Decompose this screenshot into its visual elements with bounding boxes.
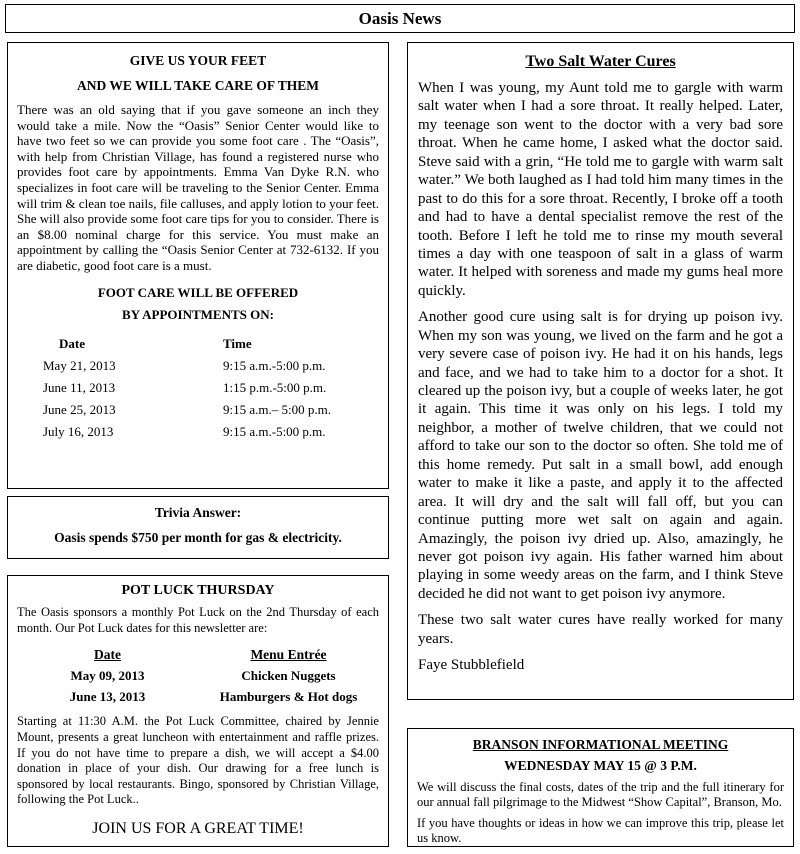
date-column-header: Date xyxy=(94,647,121,663)
foot-care-article xyxy=(7,42,389,489)
time-column-header: Time xyxy=(223,335,252,351)
foot-care-subheading-line1: FOOT CARE WILL BE OFFERED xyxy=(97,284,299,300)
schedule-row xyxy=(17,399,379,421)
menu-row xyxy=(17,686,379,707)
salt-water-article xyxy=(407,42,794,700)
foot-care-subheading-line2: BY APPOINTMENTS ON: xyxy=(122,306,274,322)
appointment-date: June 25, 2013 xyxy=(43,401,116,417)
appointment-time: 9:15 a.m.-5:00 p.m. xyxy=(223,423,326,439)
branson-meeting-article xyxy=(407,728,794,847)
appointment-time: 1:15 p.m.-5:00 p.m. xyxy=(223,379,327,395)
pot-luck-heading: POT LUCK THURSDAY xyxy=(121,583,275,598)
branson-paragraph-2: If you have thoughts or ideas in how we can improve this trip, please let us know. xyxy=(417,816,784,845)
schedule-row xyxy=(17,355,379,377)
foot-care-heading-line2: AND WE WILL TAKE CARE OF THEM xyxy=(76,78,320,93)
foot-care-heading-line1: GIVE US YOUR FEET xyxy=(129,53,267,68)
masthead xyxy=(5,4,795,33)
author-signature: Faye Stubblefield xyxy=(418,657,525,674)
trivia-answer-text: Oasis spends $750 per month for gas & electricity. xyxy=(54,530,342,545)
appointment-time: 9:15 a.m.-5:00 p.m. xyxy=(223,357,326,373)
pot-luck-intro: The Oasis sponsors a monthly Pot Luck on the 2nd Thursday of each month. Our Pot Luck dates for this newsletter are: xyxy=(17,605,379,635)
pot-luck-menu-table xyxy=(17,644,379,707)
appointment-date: July 16, 2013 xyxy=(43,423,114,439)
schedule-row xyxy=(17,377,379,399)
date-column-header: Date xyxy=(59,335,85,351)
appointment-date: May 21, 2013 xyxy=(43,357,116,373)
pot-luck-closing: JOIN US FOR A GREAT TIME! xyxy=(92,820,304,837)
schedule-row xyxy=(17,421,379,443)
menu-entree-column-header: Menu Entrée xyxy=(250,647,327,663)
salt-water-heading: Two Salt Water Cures xyxy=(525,53,676,70)
salt-water-paragraph-3: These two salt water cures have really worked for many years. xyxy=(418,612,783,647)
foot-care-schedule-table xyxy=(17,333,379,443)
branson-paragraph-1: We will discuss the final costs, dates of the trip and the full itinerary for our annual fall pilgrimage to the Midwest “Show Capital”, Branson, Mo. xyxy=(417,780,784,809)
schedule-header-row xyxy=(17,333,379,355)
salt-water-paragraph-1: When I was young, my Aunt told me to gargle with warm salt water when I had a sore throat. It really helped. Later, my teenage son went to the doctor with a very bad sore throat. When he came home, I asked what the doctor said. Steve said with a grin, “He told me to gargle with warm salt water.” We both laughed as I had told him many times in the past to do this for a sore throat. Recently, I broke off a tooth and had to have a dental specialist remove the rest of the tooth. Before I left he told me to rinse my mouth several times a day with one teaspoon of salt in a glass of warm water. It helped with soreness and made my gums heal more quickly. xyxy=(418,80,783,299)
newsletter-title: Oasis News xyxy=(358,8,442,28)
pot-luck-body: Starting at 11:30 A.M. the Pot Luck Committee, chaired by Jennie Mount, presents a great luncheon with entertainment and raffle prizes. If you do not have time to prepare a dish, we will accept a $4.00 donation in place of your dish. Our drawing for a free lunch is sponsored by local restaurants. Bingo, sponsored by Christian Village, following the Pot Luck.. xyxy=(17,714,379,807)
appointment-date: June 11, 2013 xyxy=(43,379,116,395)
salt-water-paragraph-2: Another good cure using salt is for drying up poison ivy. When my son was young, we lived on the farm and he got a very severe case of poison ivy. He had it on his hands, legs and face, and we had to take him to a doctor for a shot. It cleared up the poison ivy, but a couple of weeks later, he got it again. This time it was only on his legs. I told my neighbor, a mother of twelve children, that we could not afford to take our son to the doctor so often. She told me of this home remedy. Put salt in a small bowl, add enough water to make it like a paste, and apply it to the affected area. It will dry and the salt will fall off, but you can continue putting more wet salt on again and again. Amazingly, the poison ivy dried up. Also, amazingly, he never got poison ivy again. His father warned him about playing in some weedy areas on the farm, and I think Steve decided he did not want to get poison ivy anymore. xyxy=(418,309,783,602)
pot-luck-entree: Hamburgers & Hot dogs xyxy=(219,689,358,705)
menu-header-row xyxy=(17,644,379,665)
pot-luck-article xyxy=(7,575,389,847)
menu-row xyxy=(17,665,379,686)
pot-luck-date: May 09, 2013 xyxy=(70,668,145,684)
pot-luck-entree: Chicken Nuggets xyxy=(241,668,336,684)
branson-date-subheading: WEDNESDAY MAY 15 @ 3 P.M. xyxy=(504,758,697,773)
appointment-time: 9:15 a.m.– 5:00 p.m. xyxy=(223,401,331,417)
foot-care-body: There was an old saying that if you gave someone an inch they would take a mile. Now the “Oasis” Senior Center would like to have two feet so we can provide you some foot care . The “Oasis”, with help from Christian Village, has found a registered nurse who provides foot care by appointments. Emma Van Dyke R.N. who specializes in foot care will be traveling to the Senior Center. Emma will trim & clean toe nails, file calluses, and apply lotion to your feet. She will also provide some foot care tips for you to consider. There is an $8.00 nominal charge for this service. You must make an appointment by calling the “Oasis Senior Center at 732-6132. If you are diabetic, good foot care is a must. xyxy=(17,102,379,273)
branson-heading: BRANSON INFORMATIONAL MEETING xyxy=(472,737,729,752)
trivia-answer-box xyxy=(7,496,389,559)
pot-luck-date: June 13, 2013 xyxy=(69,689,146,705)
trivia-heading: Trivia Answer: xyxy=(154,505,242,520)
